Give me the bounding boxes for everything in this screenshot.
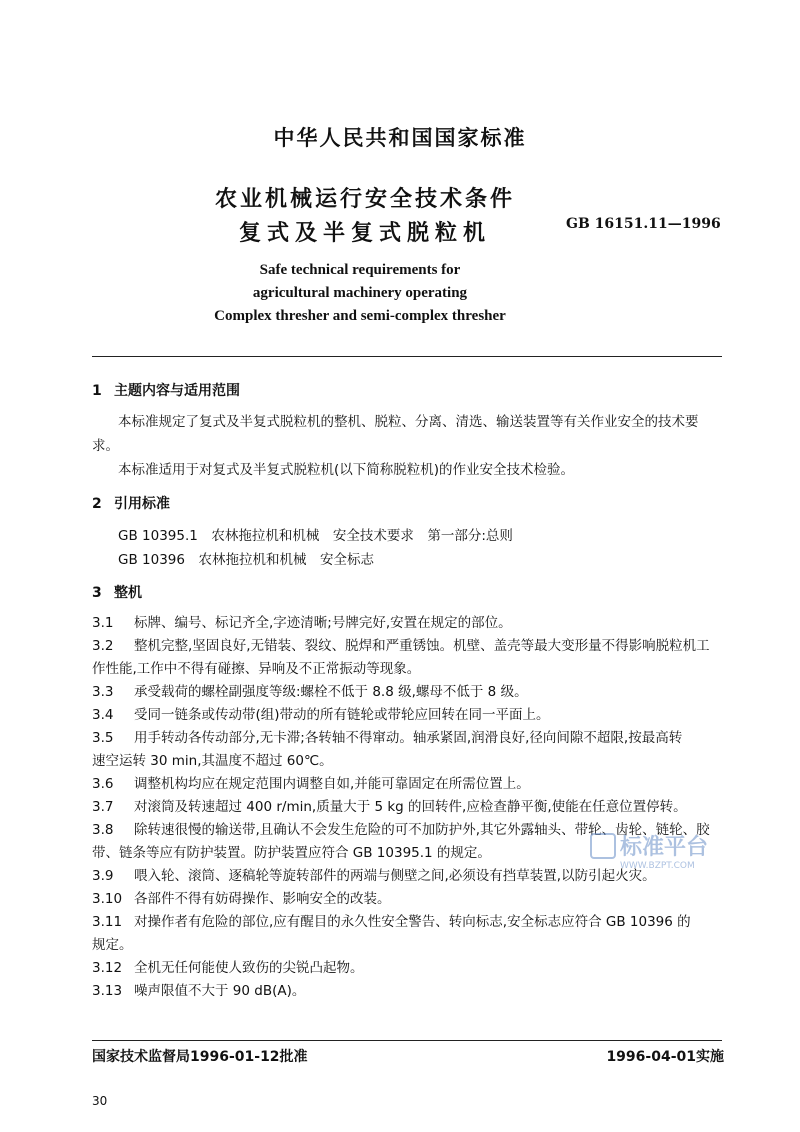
- clause-text: 对操作者有危险的部位,应有醒目的永久性安全警告、转向标志,安全标志应符合 GB 10396 的: [134, 914, 691, 930]
- footer-divider: [92, 1040, 722, 1041]
- clause-text: 喂入轮、滚筒、逐稿轮等旋转部件的两端与侧壁之间,必须设有挡草装置,以防引起火灾。: [134, 868, 656, 884]
- reference-item: GB 10395.1 农林拖拉机和机械 安全技术要求 第一部分:总则: [118, 528, 513, 544]
- section-title: 主题内容与适用范围: [114, 383, 240, 399]
- section-2-heading: [92, 493, 170, 513]
- issuing-authority: 中华人民共和国国家标准: [273, 126, 527, 150]
- clause-number: 3.8: [92, 822, 114, 838]
- clause-3-3: [92, 681, 726, 704]
- section-number: 3: [92, 585, 102, 601]
- section-number: 2: [92, 496, 102, 512]
- clause-3-10: [92, 888, 726, 911]
- clause-number: 3.12: [92, 960, 123, 976]
- title-line-1: 农业机械运行安全技术条件: [214, 187, 515, 212]
- clause-text: 承受载荷的螺栓副强度等级:螺栓不低于 8.8 级,螺母不低于 8 级。: [134, 684, 528, 700]
- clause-text-continued: 作性能,工作中不得有碰擦、异响及不正常振动等现象。: [92, 661, 421, 677]
- paragraph-line: 求。: [92, 438, 119, 454]
- clause-text: 用手转动各传动部分,无卡滞;各转轴不得窜动。轴承紧固,润滑良好,径向间隙不超限,按最高转: [134, 730, 683, 746]
- clause-text: 噪声限值不大于 90 dB(A)。: [134, 983, 306, 999]
- clause-number: 3.7: [92, 799, 114, 815]
- english-title-line-3: Complex thresher and semi-complex thresher: [214, 308, 506, 324]
- clause-3-2: [92, 635, 726, 681]
- clause-number: 3.2: [92, 638, 114, 654]
- reference-item: GB 10396 农林拖拉机和机械 安全标志: [118, 552, 374, 568]
- clause-number: 3.6: [92, 776, 114, 792]
- clause-number: 3.13: [92, 983, 123, 999]
- page-number: 30: [92, 1094, 108, 1108]
- clause-number: 3.4: [92, 707, 114, 723]
- clause-text: 全机无任何能使人致伤的尖锐凸起物。: [134, 960, 364, 976]
- section-1-paragraph-1: [92, 410, 726, 458]
- clause-number: 3.5: [92, 730, 114, 746]
- clause-text: 受同一链条或传动带(组)带动的所有链轮或带轮应回转在同一平面上。: [134, 707, 550, 723]
- clause-3-6: [92, 773, 726, 796]
- watermark-text: 标准平台: [620, 835, 709, 860]
- header-divider: [92, 356, 722, 357]
- clause-number: 3.9: [92, 868, 114, 884]
- approval-date: 国家技术监督局1996-01-12批准: [92, 1049, 308, 1065]
- clause-text: 调整机构均应在规定范围内调整自如,并能可靠固定在所需位置上。: [134, 776, 530, 792]
- title-line-2: 复式及半复式脱粒机: [238, 221, 491, 246]
- section-number: 1: [92, 383, 102, 399]
- clause-3-7: [92, 796, 726, 819]
- clause-text: 除转速很慢的输送带,且确认不会发生危险的可不加防护外,其它外露轴头、带轮、齿轮、链轮、胶: [134, 822, 710, 838]
- section-1-heading: [92, 380, 240, 400]
- section-3-heading: [92, 582, 142, 602]
- clause-3-11: [92, 911, 726, 957]
- clause-text: 对滚筒及转速超过 400 r/min,质量大于 5 kg 的回转件,应检查静平衡,使能在任意位置停转。: [134, 799, 687, 815]
- clause-text: 标牌、编号、标记齐全,字迹清晰;号牌完好,安置在规定的部位。: [134, 615, 512, 631]
- watermark: [590, 830, 708, 871]
- clause-3-5: [92, 727, 726, 773]
- watermark-url: WWW.BZPT.COM: [620, 861, 695, 871]
- watermark-logo-icon: [590, 833, 616, 859]
- clause-3-1: [92, 612, 726, 635]
- clause-3-13: [92, 980, 726, 1003]
- clause-3-12: [92, 957, 726, 980]
- implementation-date: 1996-04-01实施: [606, 1049, 724, 1065]
- section-1-paragraph-2: 本标准适用于对复式及半复式脱粒机(以下简称脱粒机)的作业安全技术检验。: [118, 462, 575, 478]
- clause-number: 3.11: [92, 914, 123, 930]
- clause-text-continued: 速空运转 30 min,其温度不超过 60℃。: [92, 753, 333, 769]
- clause-text: 整机完整,坚固良好,无错装、裂纹、脱焊和严重锈蚀。机壁、盖壳等最大变形量不得影响脱粒机工: [134, 638, 710, 654]
- clause-text-continued: 带、链条等应有防护装置。防护装置应符合 GB 10395.1 的规定。: [92, 845, 491, 861]
- english-title-line-1: Safe technical requirements for: [259, 262, 461, 278]
- section-title: 整机: [114, 585, 142, 601]
- standard-number: GB 16151.11—1996: [566, 216, 721, 232]
- section-title: 引用标准: [114, 496, 170, 512]
- clause-number: 3.3: [92, 684, 114, 700]
- clause-text: 各部件不得有妨碍操作、影响安全的改装。: [134, 891, 391, 907]
- english-title-line-2: agricultural machinery operating: [252, 285, 468, 301]
- clause-number: 3.1: [92, 615, 114, 631]
- clause-3-4: [92, 704, 726, 727]
- clause-number: 3.10: [92, 891, 123, 907]
- clause-text-continued: 规定。: [92, 937, 133, 953]
- paragraph-line: 本标准规定了复式及半复式脱粒机的整机、脱粒、分离、清选、输送装置等有关作业安全的技术要: [118, 414, 699, 430]
